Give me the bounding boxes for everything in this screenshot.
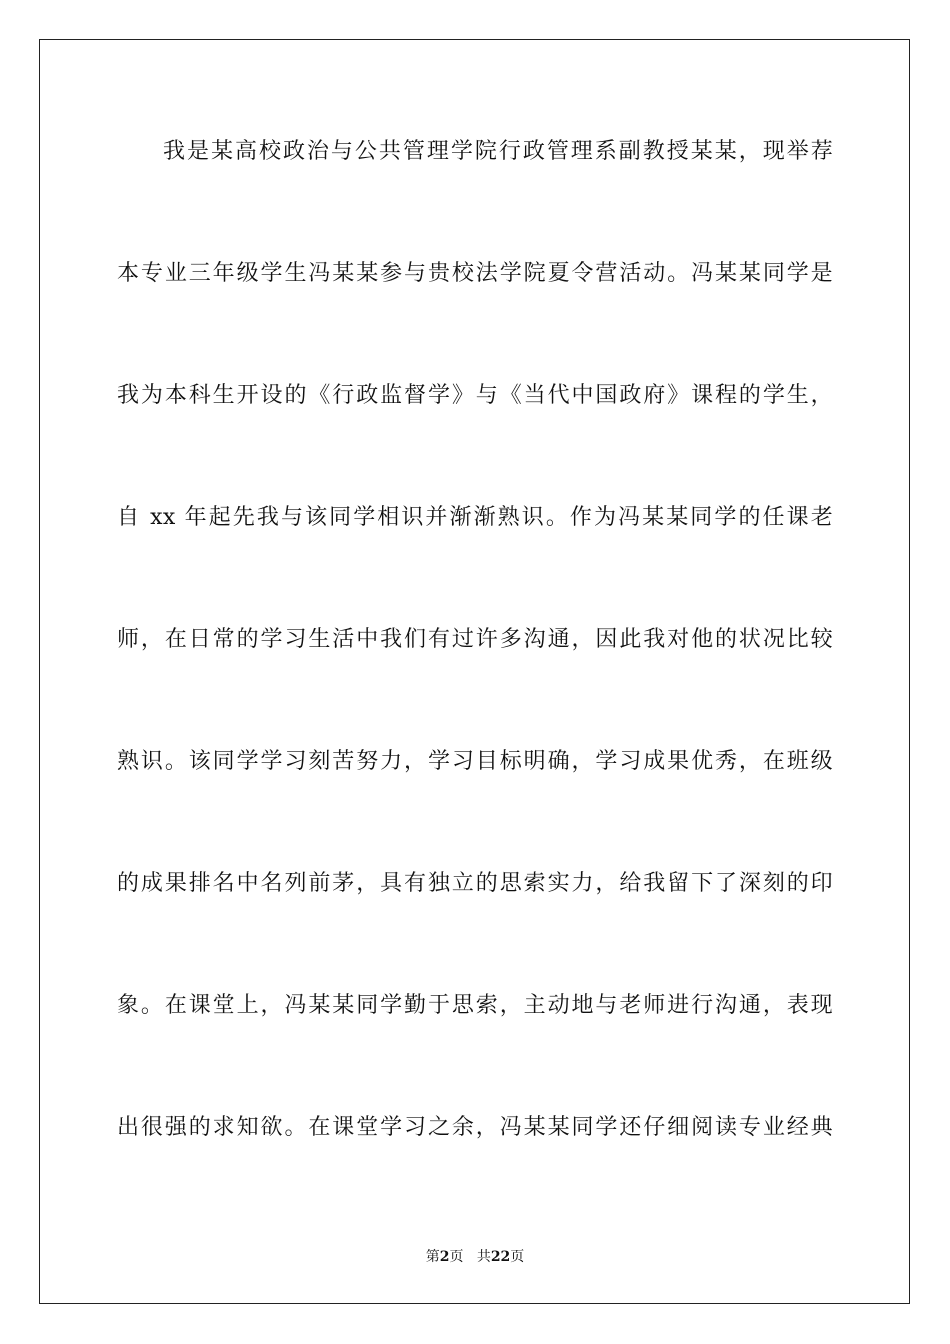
paragraph-line-3: 我为本科生开设的《行政监督学》与《当代中国政府》课程的学生， bbox=[117, 383, 833, 408]
footer-total-prefix: 共 bbox=[476, 1249, 491, 1265]
paragraph-line-1: 我是某高校政治与公共管理学院行政管理系副教授某某，现举荐 bbox=[163, 139, 833, 164]
paragraph-line-4: 自 xx 年起先我与该同学相识并渐渐熟识。作为冯某某同学的任课老 bbox=[117, 505, 833, 530]
footer-page-suffix: 页 bbox=[449, 1249, 464, 1265]
paragraph-line-2: 本专业三年级学生冯某某参与贵校法学院夏令营活动。冯某某同学是 bbox=[117, 261, 833, 286]
paragraph-line-9: 出很强的求知欲。在课堂学习之余，冯某某同学还仔细阅读专业经典 bbox=[117, 1115, 833, 1140]
paragraph-line-5: 师，在日常的学习生活中我们有过许多沟通，因此我对他的状况比较 bbox=[117, 627, 833, 652]
footer-page-number: 2 bbox=[439, 1249, 450, 1265]
paragraph-line-8: 象。在课堂上，冯某某同学勤于思索，主动地与老师进行沟通，表现 bbox=[117, 993, 833, 1018]
page-footer bbox=[0, 1248, 950, 1266]
footer-total-suffix: 页 bbox=[510, 1249, 525, 1265]
footer-prefix: 第 bbox=[425, 1249, 440, 1265]
paragraph-line-6: 熟识。该同学学习刻苦努力，学习目标明确，学习成果优秀，在班级 bbox=[117, 749, 833, 774]
footer-total-pages: 22 bbox=[490, 1249, 511, 1265]
paragraph-line-7: 的成果排名中名列前茅，具有独立的思索实力，给我留下了深刻的印 bbox=[117, 871, 833, 896]
